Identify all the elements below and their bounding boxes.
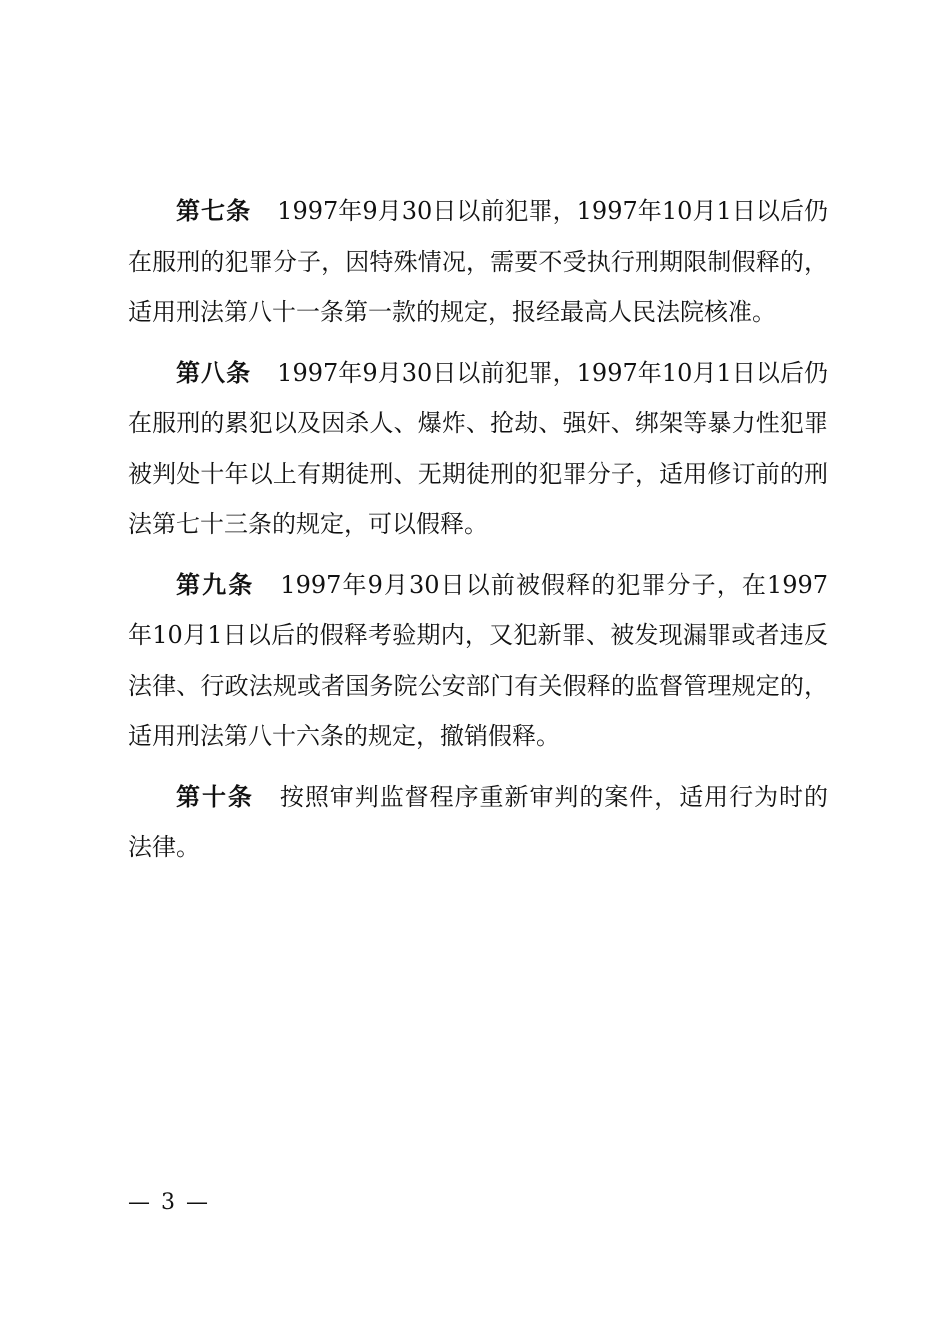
article-10-text: 按照审判监督程序重新审判的案件，适用行为时的法律。 xyxy=(128,782,828,861)
article-7 xyxy=(128,186,828,338)
article-7-title: 第七条 xyxy=(176,197,252,225)
article-10-title: 第十条 xyxy=(176,782,254,811)
page-number: — 3 — xyxy=(128,1190,210,1215)
article-8-title: 第八条 xyxy=(176,358,252,387)
article-7-text: 1997年9月30日以前犯罪，1997年10月1日以后仍在服刑的犯罪分子，因特殊情况，需要不受执行刑期限制假释的，适用刑法第八十一条第一款的规定，报经最高人民法院核准。 xyxy=(128,197,828,326)
article-9-title: 第九条 xyxy=(176,570,255,599)
article-9-text: 1997年9月30日以前被假释的犯罪分子，在1997年10月1日以后的假释考验期内，又犯新罪、被发现漏罪或者违反法律、行政法规或者国务院公安部门有关假释的监督管理规定的，适用刑法第八十六条的规定，撤销假释。 xyxy=(128,570,829,750)
document-body xyxy=(128,186,828,883)
article-9 xyxy=(128,560,828,762)
article-10 xyxy=(128,772,828,873)
article-8 xyxy=(128,348,828,550)
article-8-text: 1997年9月30日以前犯罪，1997年10月1日以后仍在服刑的累犯以及因杀人、爆炸、抢劫、强奸、绑架等暴力性犯罪被判处十年以上有期徒刑、无期徒刑的犯罪分子，适用修订前的刑法第七十三条的规定，可以假释。 xyxy=(128,358,828,538)
